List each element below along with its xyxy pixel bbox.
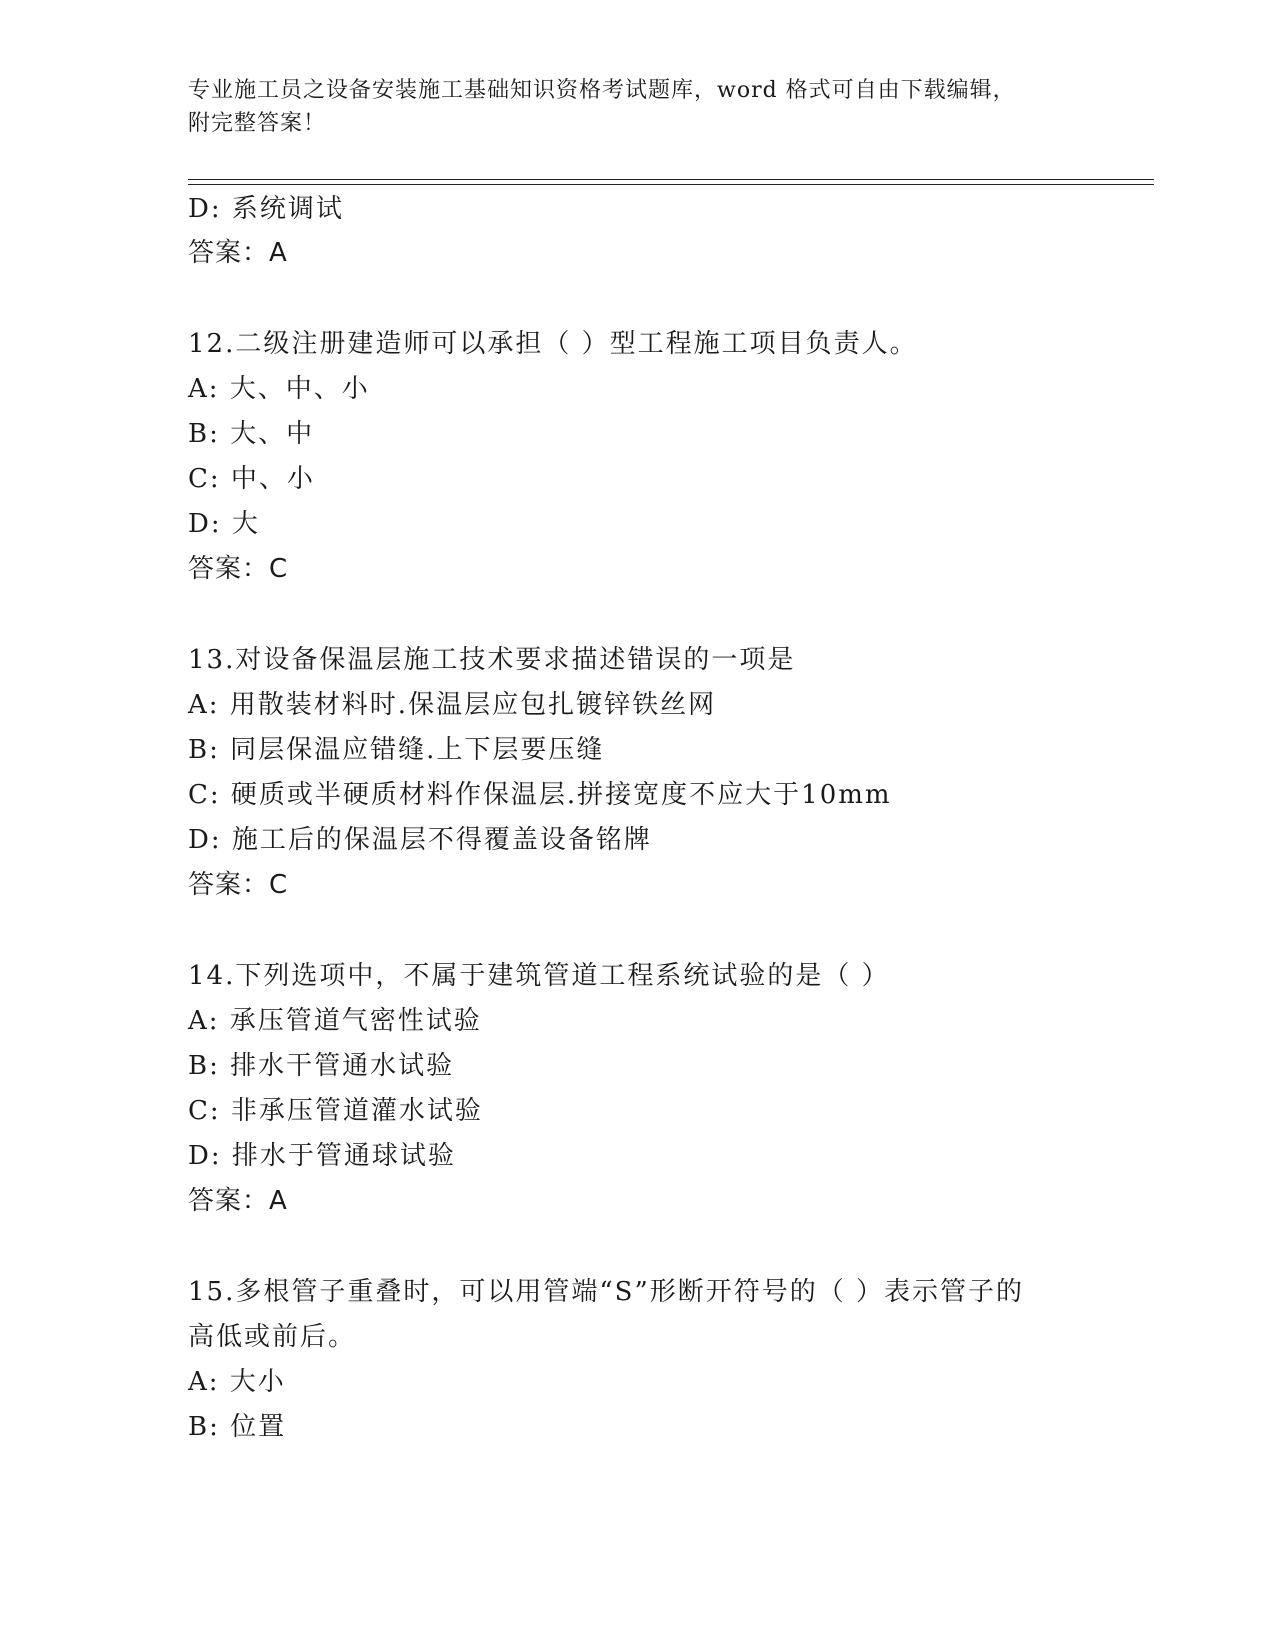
- question-13-option-b: B: 同层保温应错缝.上下层要压缝: [188, 735, 605, 765]
- question-13-answer: 答案：C: [188, 870, 289, 900]
- header-line-1: 专业施工员之设备安装施工基础知识资格考试题库，word 格式可自由下载编辑，: [188, 78, 1016, 103]
- question-15-stem-line-2: 高低或前后。: [188, 1322, 357, 1352]
- question-12-answer: 答案：C: [188, 554, 289, 584]
- question-12-option-c: C: 中、小: [188, 464, 315, 494]
- question-13-option-d: D: 施工后的保温层不得覆盖设备铭牌: [188, 825, 652, 855]
- question-15-option-a: A: 大小: [188, 1367, 286, 1397]
- question-12-option-d: D: 大: [188, 509, 260, 539]
- question-14-option-c: C: 非承压管道灌水试验: [188, 1096, 483, 1126]
- question-14-option-b: B: 排水干管通水试验: [188, 1051, 455, 1081]
- question-12-option-a: A: 大、中、小: [188, 374, 370, 404]
- question-12-option-b: B: 大、中: [188, 419, 315, 449]
- question-13-option-c: C: 硬质或半硬质材料作保温层.拼接宽度不应大于10mm: [188, 780, 892, 810]
- document-header: [188, 74, 1088, 140]
- prev-option-d: D: 系统调试: [188, 194, 344, 224]
- prev-answer: 答案：A: [188, 238, 288, 268]
- question-14-option-d: D: 排水于管通球试验: [188, 1141, 456, 1171]
- question-14-stem: 14.下列选项中，不属于建筑管道工程系统试验的是（ ）: [188, 961, 890, 991]
- question-15-stem-line-1: 15.多根管子重叠时，可以用管端“S”形断开符号的（ ）表示管子的: [188, 1277, 1025, 1307]
- header-divider-bottom: [188, 184, 1154, 185]
- header-divider-top: [188, 179, 1154, 180]
- question-13-stem: 13.对设备保温层施工技术要求描述错误的一项是: [188, 645, 796, 675]
- question-12-stem: 12.二级注册建造师可以承担（ ）型工程施工项目负责人。: [188, 329, 918, 359]
- question-14-answer: 答案：A: [188, 1186, 288, 1216]
- question-15-option-b: B: 位置: [188, 1412, 287, 1442]
- question-13-option-a: A: 用散装材料时.保温层应包扎镀锌铁丝网: [188, 690, 717, 720]
- question-14-option-a: A: 承压管道气密性试验: [188, 1006, 482, 1036]
- header-line-2: 附完整答案！: [188, 111, 327, 136]
